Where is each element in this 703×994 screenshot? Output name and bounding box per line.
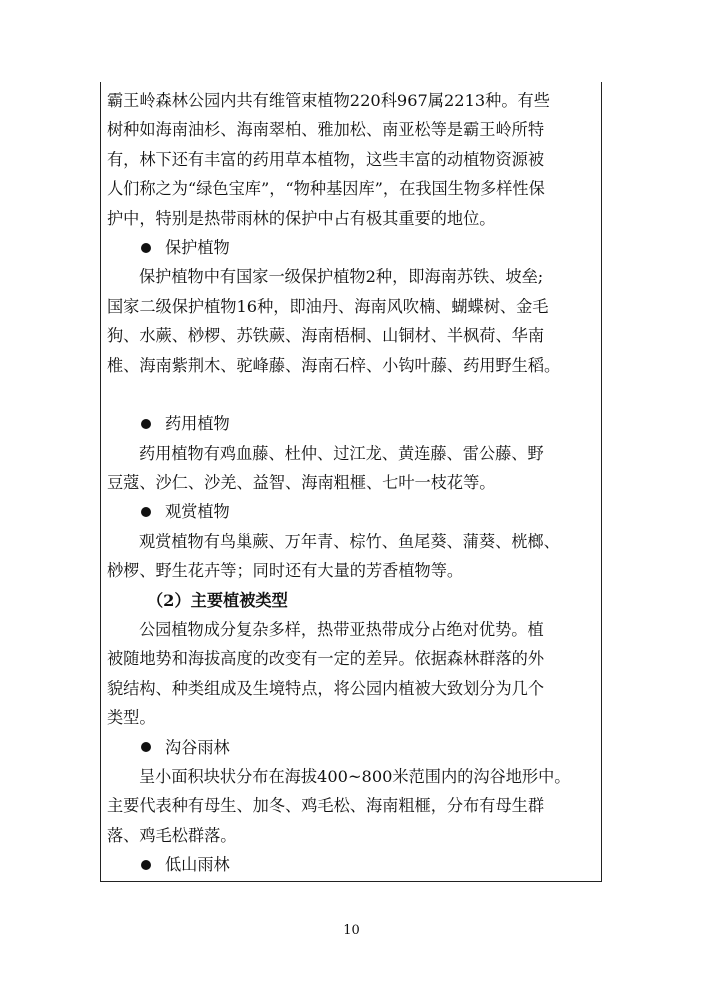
bullet-label: 观赏植物 [165, 502, 230, 522]
paragraph-line: 药用植物有鸡血藤、杜仲、过江龙、黄连藤、雷公藤、野 [139, 443, 544, 463]
paragraph-line: 貌结构、种类组成及生境特点，将公园内植被大致划分为几个 [107, 678, 545, 698]
paragraph-line: 呈小面积块状分布在海拔400~800米范围内的沟谷地形中。 [139, 766, 571, 786]
paragraph-line: 桫椤、野生花卉等；同时还有大量的芳香植物等。 [107, 561, 464, 581]
bullet-label: 沟谷雨林 [165, 737, 230, 757]
paragraph-line: 观赏植物有鸟巢蕨、万年青、棕竹、鱼尾葵、蒲葵、桄榔、 [139, 531, 560, 551]
paragraph-line: 落、鸡毛松群落。 [107, 825, 237, 845]
paragraph-line: 国家二级保护植物16种，即油丹、海南风吹楠、蝴蝶树、金毛 [107, 296, 549, 316]
bullet-icon [141, 243, 151, 253]
section-heading: （2）主要植被类型 [147, 590, 288, 610]
paragraph-line: 霸王岭森林公园内共有维管束植物220科967属2213种。有些 [107, 91, 550, 110]
document-body [107, 86, 597, 880]
blank-line [107, 380, 597, 409]
bullet-icon [141, 507, 151, 517]
paragraph-line: 树种如海南油杉、海南翠柏、雅加松、南亚松等是霸王岭所特 [107, 120, 545, 140]
paragraph-line: 有，林下还有丰富的药用草本植物，这些丰富的动植物资源被 [107, 149, 545, 169]
bullet-label: 低山雨林 [165, 855, 230, 875]
bullet-ornamental-plants [107, 497, 597, 526]
bullet-protected-plants [107, 233, 597, 262]
paragraph-line: 人们称之为“绿色宝库”，“物种基因库”，在我国生物多样性保 [107, 179, 545, 199]
paragraph-line: 椎、海南紫荆木、驼峰藤、海南石梓、小钩叶藤、药用野生稻。 [107, 355, 561, 375]
bullet-icon [141, 860, 151, 870]
paragraph-line: 豆蔻、沙仁、沙羌、益智、海南粗榧、七叶一枝花等。 [107, 473, 496, 493]
bullet-valley-rainforest [107, 733, 597, 762]
bullet-icon [141, 419, 151, 429]
paragraph-line: 保护植物中有国家一级保护植物2种，即海南苏铁、坡垒; [139, 267, 544, 287]
paragraph-line: 主要代表种有母生、加冬、鸡毛松、海南粗榧，分布有母生群 [107, 796, 545, 816]
bullet-medicinal-plants [107, 409, 597, 438]
page-number: 10 [343, 923, 360, 938]
paragraph-line: 公园植物成分复杂多样，热带亚热带成分占绝对优势。植 [139, 620, 544, 640]
bullet-icon [141, 742, 151, 752]
bullet-label: 药用植物 [165, 414, 230, 434]
bullet-low-mountain-rainforest [107, 850, 597, 879]
paragraph-line: 类型。 [107, 708, 156, 728]
paragraph-line: 狗、水蕨、桫椤、苏铁蕨、海南梧桐、山铜材、半枫荷、华南 [107, 326, 545, 346]
paragraph-line: 护中，特别是热带雨林的保护中占有极其重要的地位。 [107, 208, 496, 228]
paragraph-line: 被随地势和海拔高度的改变有一定的差异。依据森林群落的外 [107, 649, 545, 669]
bullet-label: 保护植物 [165, 237, 230, 257]
